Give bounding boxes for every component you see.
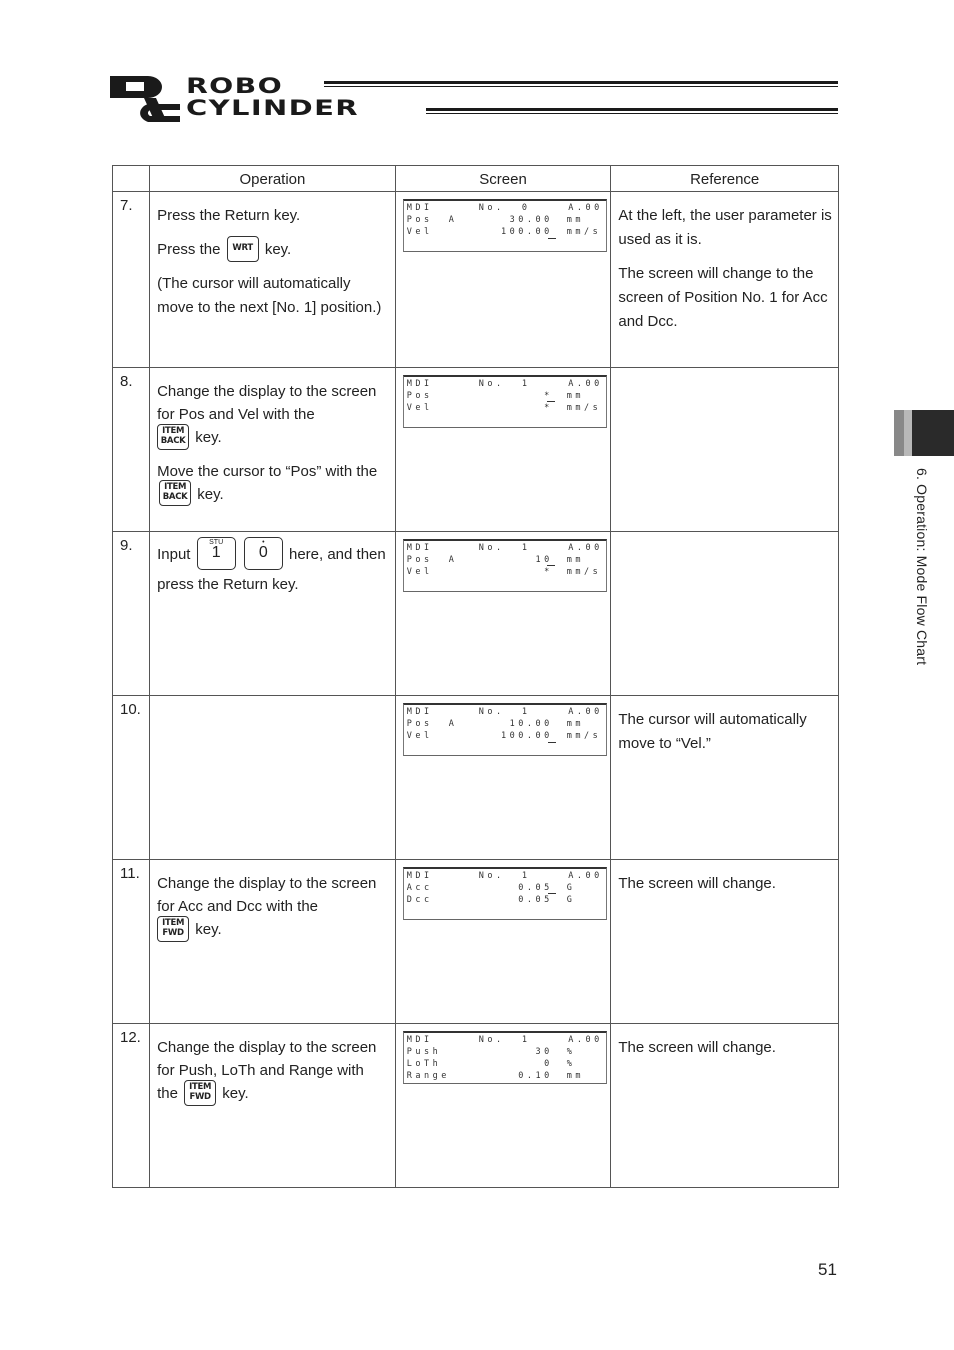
rc-logo-mark-icon	[108, 74, 184, 124]
lcd-value: 30	[535, 1047, 553, 1057]
lcd-position-no: No. 0	[478, 203, 531, 213]
numeric-key-0-icon	[244, 537, 283, 570]
operation-cell	[150, 532, 396, 696]
lcd-unit: mm	[566, 719, 585, 729]
lcd-value: 0.10	[518, 1071, 553, 1081]
lcd-axis: A.00	[568, 1035, 603, 1045]
table-header-row	[113, 166, 839, 192]
operation-text-part: Change the display to the screen for Pos and Vel with the	[157, 383, 377, 423]
key-label: FWD	[189, 1091, 211, 1102]
key-label: ITEM	[189, 1081, 212, 1092]
item-back-key-icon	[159, 480, 191, 506]
operation-text-part: key.	[195, 921, 222, 938]
lcd-flag: A	[448, 215, 454, 225]
lcd-unit: %	[566, 1059, 576, 1069]
operation-text: Press the Return key.	[157, 207, 301, 224]
lcd-flag: A	[448, 719, 454, 729]
lcd-param: Vel	[406, 403, 433, 413]
lcd-param: Pos	[406, 555, 433, 565]
operation-cell	[150, 1024, 396, 1188]
reference-cell	[611, 860, 839, 1024]
lcd-unit: mm/s	[566, 403, 602, 413]
item-back-key-icon	[157, 424, 189, 450]
lcd-value: 100.00	[501, 731, 553, 741]
operation-cell	[150, 368, 396, 532]
lcd-unit: mm/s	[566, 731, 602, 741]
operation-text-part: Change the display to the screen for Push, LoTh and Range with the	[157, 1039, 377, 1102]
reference-text: The screen will change.	[618, 1039, 776, 1056]
step-number: 12.	[113, 1024, 150, 1188]
key-label: BACK	[162, 492, 188, 503]
table-row	[113, 696, 839, 860]
operation-text-part: Move the cursor to “Pos” with the	[157, 462, 378, 480]
operation-text	[157, 460, 389, 507]
lcd-param: LoTh	[406, 1059, 442, 1069]
operation-note: (The cursor will automatically move to the next [No. 1] position.)	[157, 275, 382, 316]
header-operation: Operation	[150, 166, 396, 192]
screen-cell	[395, 532, 611, 696]
header-rule-top	[324, 81, 838, 84]
lcd-value: *	[544, 391, 553, 401]
lcd-param: Vel	[406, 567, 433, 577]
lcd-param: Vel	[406, 227, 433, 237]
lcd-cursor	[547, 565, 555, 566]
lcd-value: *	[544, 567, 553, 577]
lcd-screen	[403, 199, 607, 252]
operation-cell	[150, 192, 396, 368]
lcd-screen	[403, 375, 607, 428]
operation-text	[157, 380, 389, 450]
logo-text-robo: ROBO	[186, 74, 284, 98]
lcd-mode: MDI	[406, 707, 433, 717]
operation-text	[157, 1036, 389, 1106]
header-rule-bottom-thin	[426, 113, 838, 114]
lcd-screen	[403, 703, 607, 756]
flow-table	[112, 165, 839, 1188]
lcd-mode: MDI	[406, 379, 433, 389]
wrt-key-icon	[227, 236, 259, 262]
lcd-unit: mm/s	[566, 227, 602, 237]
lcd-axis: A.00	[568, 203, 603, 213]
lcd-screen	[403, 867, 607, 920]
lcd-value: 0	[544, 1059, 553, 1069]
key-label: WRT	[232, 242, 253, 253]
table-row	[113, 368, 839, 532]
lcd-flag: A	[448, 555, 454, 565]
screen-cell	[395, 192, 611, 368]
operation-text-part: Press the	[157, 241, 221, 258]
numeric-key-1-icon	[197, 537, 236, 570]
lcd-screen	[403, 1031, 607, 1084]
lcd-param: Acc	[406, 883, 433, 893]
step-number: 7.	[113, 192, 150, 368]
operation-text-part: here, and then press the Return key.	[157, 546, 386, 594]
table-row	[113, 192, 839, 368]
key-label: ITEM	[162, 425, 185, 436]
lcd-unit: mm	[566, 215, 585, 225]
step-number: 9.	[113, 532, 150, 696]
lcd-value: 0.05	[518, 895, 553, 905]
lcd-mode: MDI	[406, 1035, 433, 1045]
key-label: BACK	[160, 435, 186, 446]
lcd-value: 30.00	[509, 215, 553, 225]
lcd-unit: mm	[566, 555, 585, 565]
reference-cell	[611, 696, 839, 860]
lcd-unit: G	[566, 895, 576, 905]
screen-cell	[395, 1024, 611, 1188]
key-label: ITEM	[164, 482, 187, 493]
item-fwd-key-icon	[157, 916, 189, 942]
reference-cell	[611, 192, 839, 368]
lcd-param: Range	[406, 1071, 450, 1081]
operation-text	[157, 238, 389, 262]
lcd-position-no: No. 1	[478, 871, 531, 881]
lcd-param: Push	[406, 1047, 442, 1057]
lcd-cursor	[548, 893, 556, 894]
screen-cell	[395, 696, 611, 860]
lcd-value: *	[544, 403, 553, 413]
lcd-value: 10	[535, 555, 553, 565]
reference-text: The screen will change to the screen of Position No. 1 for Acc and Dcc.	[618, 265, 828, 330]
step-number: 10.	[113, 696, 150, 860]
header-screen: Screen	[395, 166, 611, 192]
lcd-mode: MDI	[406, 203, 433, 213]
chapter-label: 6. Operation: Mode Flow Chart	[914, 468, 930, 666]
step-number: 11.	[113, 860, 150, 1024]
lcd-value: 100.00	[501, 227, 553, 237]
lcd-unit: mm	[566, 391, 585, 401]
header-num	[113, 166, 150, 192]
reference-text: At the left, the user parameter is used as it is.	[618, 207, 832, 248]
reference-cell	[611, 532, 839, 696]
key-sublabel: •	[262, 539, 265, 547]
lcd-param: Pos	[406, 719, 433, 729]
key-label: 0	[258, 544, 268, 562]
table-row	[113, 860, 839, 1024]
lcd-mode: MDI	[406, 543, 433, 553]
table-row	[113, 1024, 839, 1188]
lcd-axis: A.00	[568, 543, 603, 553]
key-label: ITEM	[162, 917, 185, 928]
screen-cell	[395, 860, 611, 1024]
table-row	[113, 532, 839, 696]
reference-text: The cursor will automatically move to “Vel.”	[618, 711, 807, 752]
lcd-cursor	[548, 238, 556, 239]
reference-cell	[611, 368, 839, 532]
reference-text: The screen will change.	[618, 875, 776, 892]
lcd-value: 10.00	[509, 719, 553, 729]
key-label: FWD	[162, 927, 184, 938]
lcd-unit: mm/s	[566, 567, 602, 577]
lcd-unit: mm	[566, 1071, 585, 1081]
lcd-screen	[403, 539, 607, 592]
lcd-axis: A.00	[568, 379, 603, 389]
header-rule-top-thin	[324, 86, 838, 87]
operation-cell	[150, 696, 396, 860]
lcd-value: 0.05	[518, 883, 553, 893]
lcd-param: Pos	[406, 391, 433, 401]
lcd-unit: %	[566, 1047, 576, 1057]
lcd-position-no: No. 1	[478, 1035, 531, 1045]
operation-text-part: key.	[197, 485, 224, 503]
item-fwd-key-icon	[184, 1080, 216, 1106]
operation-text-part: key.	[222, 1085, 249, 1102]
lcd-axis: A.00	[568, 707, 603, 717]
chapter-tab	[894, 410, 954, 456]
step-number: 8.	[113, 368, 150, 532]
operation-text	[157, 872, 389, 942]
operation-text	[157, 540, 389, 599]
key-label: 1	[211, 544, 221, 562]
header-rule-bottom	[426, 108, 838, 111]
key-sublabel: STU	[209, 539, 224, 547]
lcd-mode: MDI	[406, 871, 433, 881]
reference-cell	[611, 1024, 839, 1188]
header-reference: Reference	[611, 166, 839, 192]
lcd-position-no: No. 1	[478, 543, 531, 553]
lcd-cursor	[547, 401, 555, 402]
operation-text-part: Change the display to the screen for Acc and Dcc with the	[157, 875, 377, 915]
operation-text-part: key.	[264, 241, 292, 258]
lcd-param: Vel	[406, 731, 433, 741]
lcd-cursor	[548, 742, 556, 743]
page-number: 51	[818, 1260, 837, 1279]
operation-text-part: Input	[157, 546, 191, 563]
screen-cell	[395, 368, 611, 532]
logo-text-cylinder: CYLINDER	[186, 96, 359, 120]
lcd-param: Dcc	[406, 895, 433, 905]
lcd-position-no: No. 1	[478, 379, 531, 389]
lcd-axis: A.00	[568, 871, 603, 881]
lcd-position-no: No. 1	[478, 707, 531, 717]
lcd-unit: G	[566, 883, 576, 893]
lcd-param: Pos	[406, 215, 433, 225]
robo-cylinder-logo	[108, 74, 838, 124]
operation-text-part: key.	[195, 429, 222, 446]
operation-cell	[150, 860, 396, 1024]
